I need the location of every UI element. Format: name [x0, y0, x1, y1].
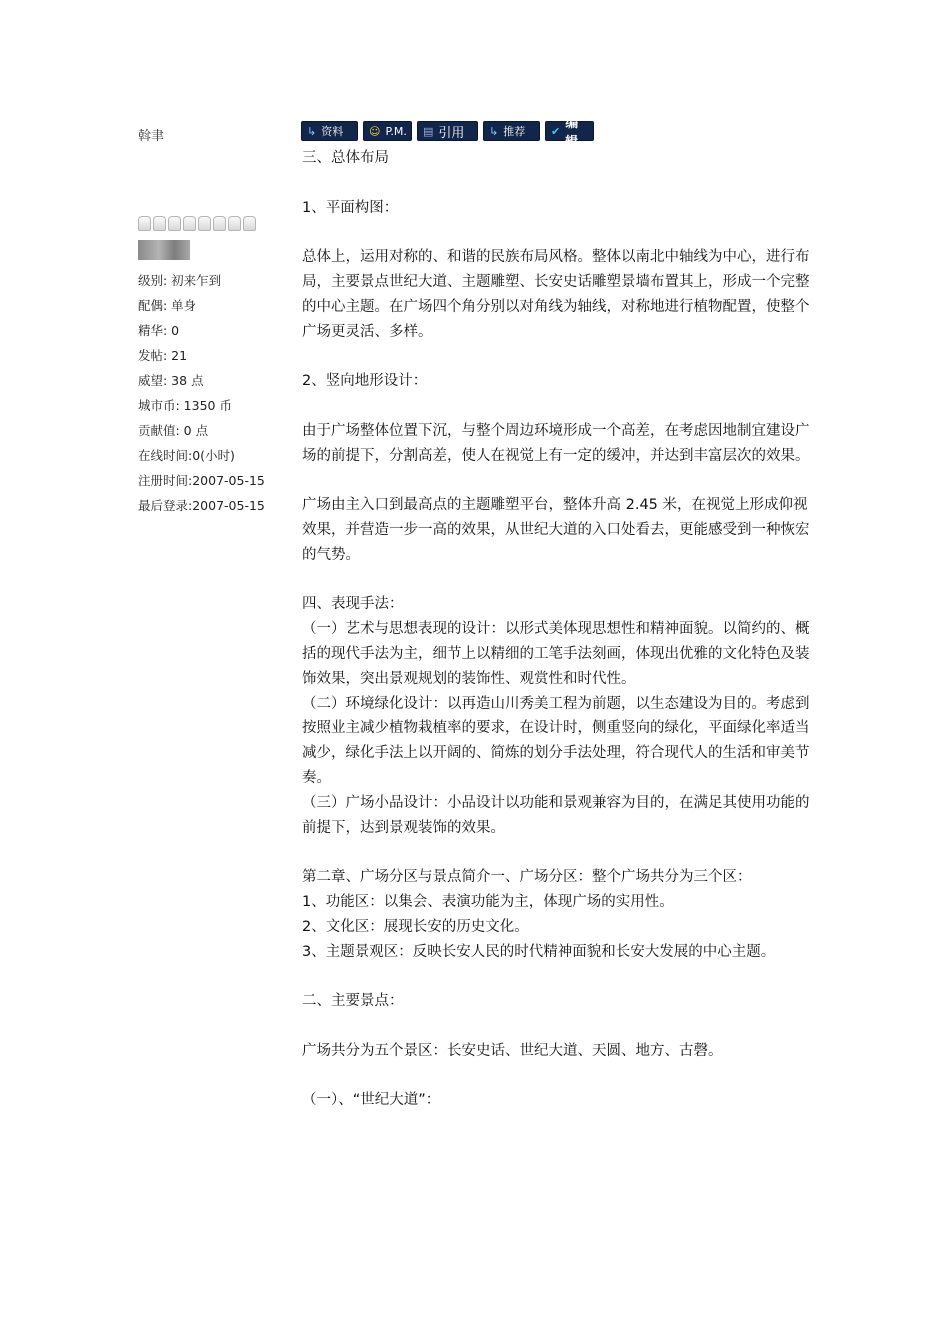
- star-icon: [228, 216, 241, 231]
- post-line: 二、主要景点：: [302, 993, 404, 1010]
- user-info: [138, 268, 278, 518]
- user-panel: [138, 124, 278, 149]
- post-line: 广场由主入口到最高点的主题雕塑平台，整体升高 2.45 米，在视觉上形成仰视效果，并营造一步一高的效果，从世纪大道的入口处看去，更能感受到一种恢宏的气势。: [302, 497, 810, 563]
- profile-button[interactable]: ↳ 资料: [301, 121, 358, 141]
- post-line: 三、总体布局: [302, 150, 389, 166]
- star-icon: [198, 216, 211, 231]
- star-icon: [243, 216, 256, 231]
- star-icon: [183, 216, 196, 231]
- username[interactable]: 斡聿: [138, 129, 165, 144]
- user-register-date: 注册时间:2007-05-15: [138, 473, 265, 488]
- smiley-icon: ☺: [369, 124, 381, 138]
- post-content: [302, 146, 810, 1113]
- recommend-button[interactable]: ↳ 推荐: [483, 121, 540, 141]
- user-level: 级别: 初来乍到: [138, 273, 222, 288]
- post-line: （一）艺术与思想表现的设计：以形式美体现思想性和精神面貌。以简约的、概括的现代手法为主，细节上以精细的工笔手法刻画，体现出优雅的文化特色及装饰效果，突出景观规划的装饰性、观赏性和时代性。: [302, 621, 810, 687]
- pm-button[interactable]: ☺ P.M.: [363, 121, 412, 141]
- arrow-icon: ↳: [307, 124, 317, 138]
- post-line: （二）环境绿化设计：以再造山川秀美工程为前题，以生态建设为目的。考虑到按照业主减少植物栽植率的要求，在设计时，侧重竖向的绿化，平面绿化率适当减少，绿化手法上以开阔的、简炼的划分手法处理，符合现代人的生活和审美节奏。: [302, 695, 810, 786]
- post-line: （一）、“世纪大道”：: [302, 1092, 441, 1109]
- star-icon: [213, 216, 226, 231]
- post-line: 1、功能区：以集会、表演功能为主，体现广场的实用性。: [302, 893, 674, 910]
- user-contribution: 贡献值: 0 点: [138, 423, 209, 438]
- star-icon: [138, 216, 151, 231]
- post-line: 四、表现手法：: [302, 596, 404, 613]
- post-line: 2、文化区：展现长安的历史文化。: [302, 918, 529, 935]
- star-icon: [153, 216, 166, 231]
- post-line: （三）广场小品设计：小品设计以功能和景观兼容为目的，在满足其使用功能的前提下，达到景观装饰的效果。: [302, 794, 810, 836]
- user-last-login: 最后登录:2007-05-15: [138, 498, 265, 513]
- quote-button[interactable]: ▤ 引用: [417, 121, 478, 141]
- user-prestige: 威望: 38 点: [138, 373, 204, 388]
- post-line: 3、主题景观区：反映长安人民的时代精神面貌和长安大发展的中心主题。: [302, 943, 776, 960]
- document-icon: ▤: [423, 124, 434, 138]
- user-coins: 城市币: 1350 币: [138, 398, 232, 413]
- post-line: 2、竖向地形设计：: [302, 373, 428, 390]
- post-line: 广场共分为五个景区：长安史话、世纪大道、天圆、地方、古磬。: [302, 1042, 723, 1059]
- edit-button[interactable]: ✔ 编辑: [545, 121, 594, 141]
- post-toolbar: [301, 116, 594, 150]
- post-line: 1、平面构图：: [302, 199, 399, 216]
- post-line: 第二章、广场分区与景点简介一、广场分区：整个广场共分为三个区：: [302, 869, 752, 886]
- star-icon: [168, 216, 181, 231]
- user-posts: 发帖: 21: [138, 348, 188, 363]
- user-digest: 精华: 0: [138, 323, 180, 338]
- post-line: 总体上，运用对称的、和谐的民族布局风格。整体以南北中轴线为中心，进行布局，主要景点世纪大道、主题雕塑、长安史话雕塑景墙布置其上，形成一个完整的中心主题。在广场四个角分别以对角线为轴线，对称地进行植物配置，使整个广场更灵活、多样。: [302, 249, 810, 340]
- user-spouse: 配偶: 单身: [138, 298, 197, 313]
- post-line: 由于广场整体位置下沉，与整个周边环境形成一个高差，在考虑因地制宜建设广场的前提下，分割高差，使人在视觉上有一定的缓冲，并达到丰富层次的效果。: [302, 422, 810, 464]
- check-icon: ✔: [551, 124, 561, 138]
- arrow-icon: ↳: [489, 124, 499, 138]
- rank-stars: [138, 216, 258, 231]
- user-online-time: 在线时间:0(小时): [138, 448, 235, 463]
- rank-image: [138, 240, 190, 260]
